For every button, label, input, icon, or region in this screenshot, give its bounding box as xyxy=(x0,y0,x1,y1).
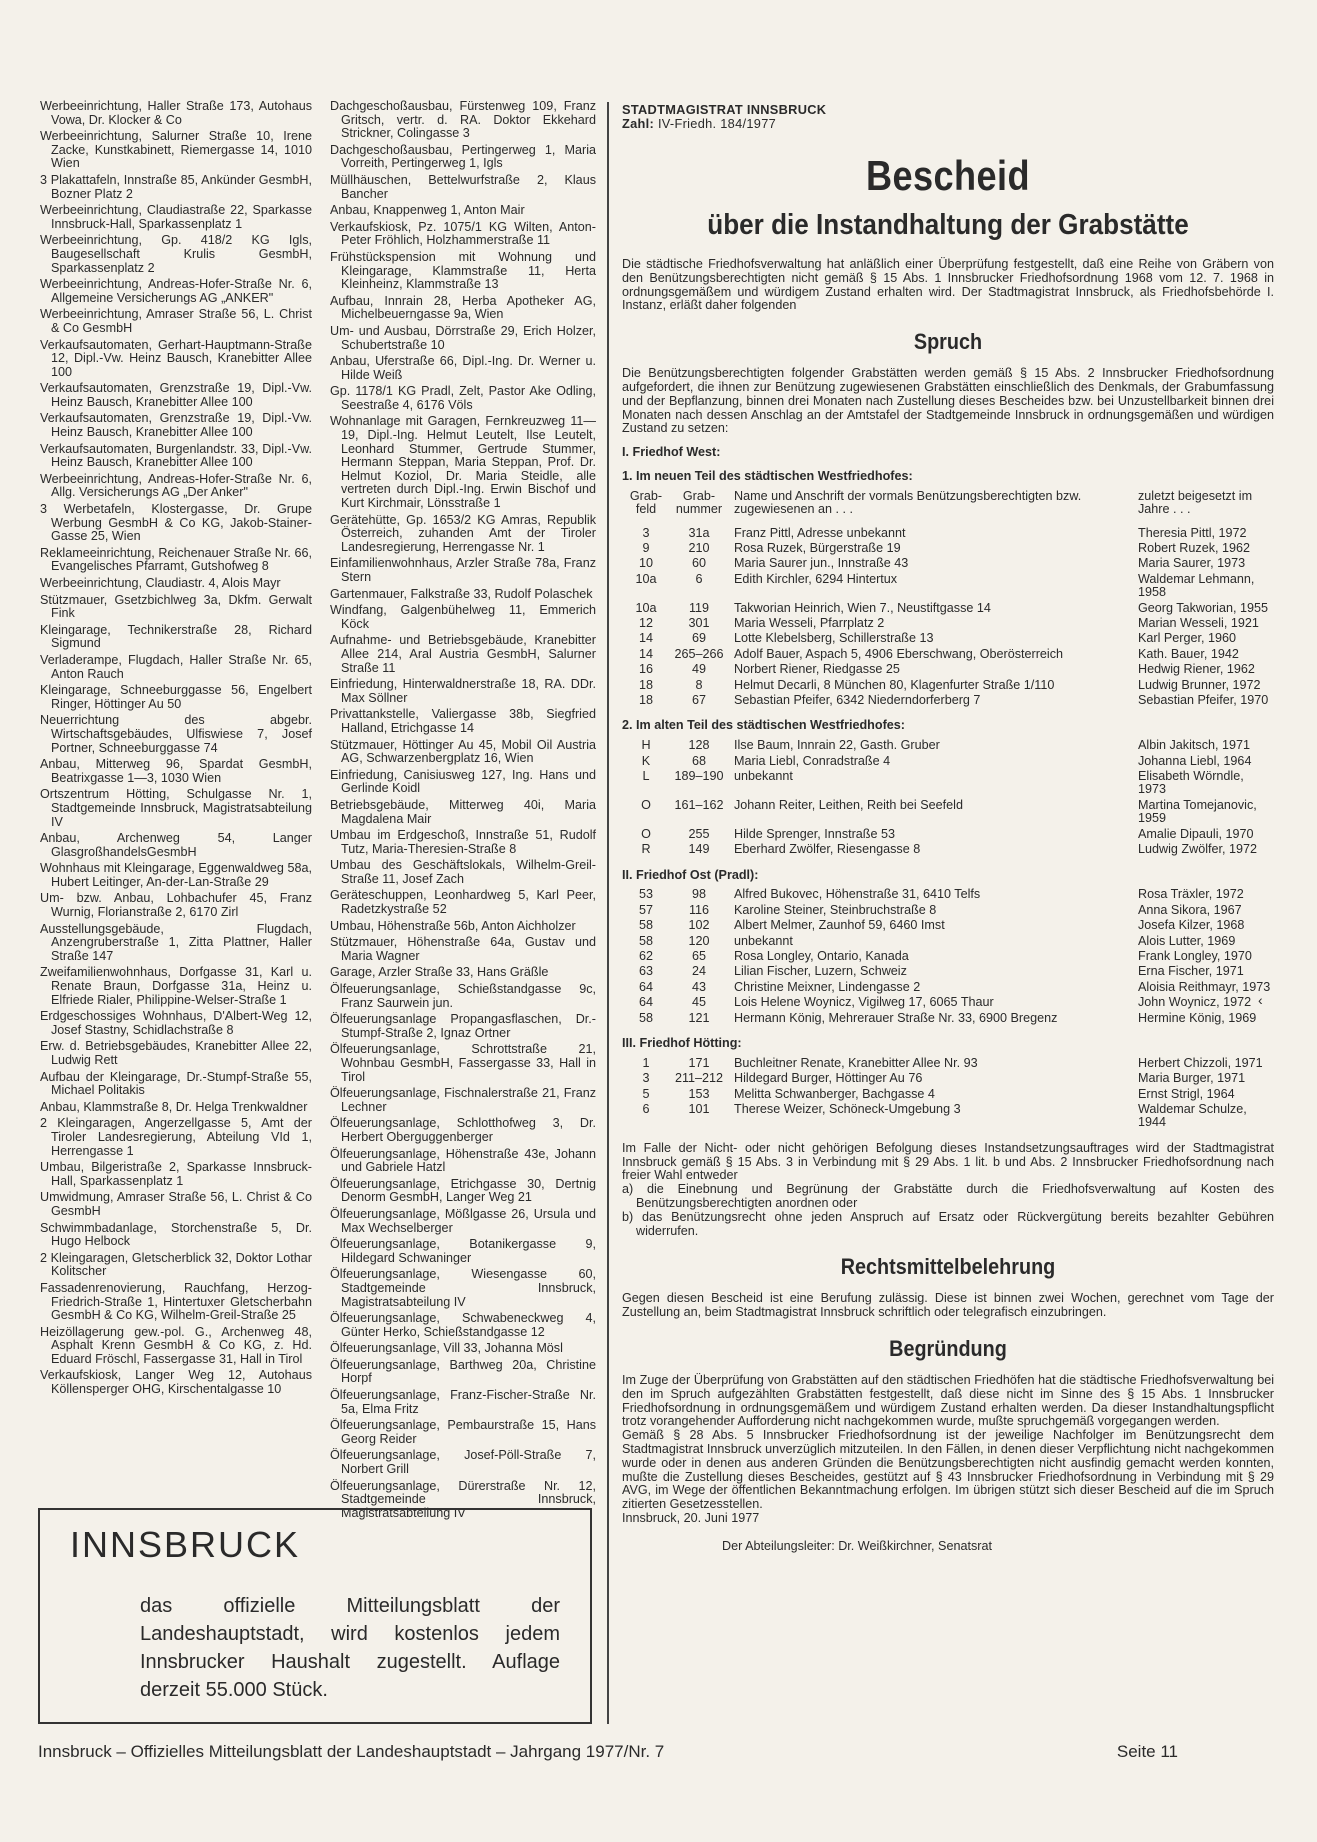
grave-field: 5 xyxy=(642,1086,650,1101)
permit-entry: Müllhäuschen, Bettelwurfstraße 2, Klaus Bancher xyxy=(330,172,596,201)
permit-entry: Ölfeuerungsanlage, Mößlgasse 26, Ursula und Max Wechselberger xyxy=(330,1206,596,1235)
holder-address: Therese Weizer, Schöneck-Umgebung 3 xyxy=(734,1101,961,1116)
permit-entry: Gerätehütte, Gp. 1653/2 KG Amras, Republik Österreich, zuhanden Amt der Tiroler Landesregierung, Herrengasse Nr. 1 xyxy=(330,512,596,554)
consequence-paragraph: Im Falle der Nicht- oder nicht gehörigen Befolgung dieses Instandsetzungsauftrages wird der Stadtmagistrat Innsbruck gemäß § 15 Abs. 3 in Verbindung mit § 29 Abs. 1 lit. b und Abs. 2 Innsbrucker Friedhofsordnung nach freier Wahl entweder xyxy=(622,1140,1274,1183)
holder-address: Rosa Ruzek, Bürgerstraße 19 xyxy=(734,540,901,555)
rechtsmittel-heading: Rechtsmittelbelehrung xyxy=(840,1254,1056,1280)
table-row xyxy=(622,694,1274,709)
permit-entry: Werbeeinrichtung, Claudiastraße 22, Sparkasse Innsbruck-Hall, Sparkassenplatz 1 xyxy=(40,203,312,231)
grave-number: 69 xyxy=(691,631,706,646)
permit-entry: Ölfeuerungsanlage, Etrichgasse 30, Dertnig Denorm GesmbH, Langer Weg 21 xyxy=(330,1176,596,1205)
permit-entry: Ölfeuerungsanlage, Schießstandgasse 9c, Franz Saurwein jun. xyxy=(330,982,596,1010)
permit-entry: Stützmauer, Höttinger Au 45, Mobil Oil Austria AG, Schwarzenbergplatz 16, Wien xyxy=(330,737,596,766)
west-heading: I. Friedhof West: xyxy=(622,445,721,460)
grave-field: 14 xyxy=(638,631,653,646)
permit-entry: Umwidmung, Amraser Straße 56, L. Christ & Co GesmbH xyxy=(40,1190,312,1218)
permit-entry: Gartenmauer, Falkstraße 33, Rudolf Polaschek xyxy=(330,586,593,601)
table-row xyxy=(622,739,1274,754)
signature-line: Der Abteilungsleiter: Dr. Weißkirchner, Senatsrat xyxy=(722,1538,992,1553)
holder-address: Hermann König, Mehrerauer Straße Nr. 33, 6900 Bregenz xyxy=(734,1010,1058,1025)
last-buried: Georg Takworian, 1955 xyxy=(1138,600,1268,615)
west-old-table xyxy=(622,739,1274,858)
last-buried: Waldemar Lehmann, 1958 xyxy=(1138,571,1255,600)
holder-address: Melitta Schwanberger, Bachgasse 4 xyxy=(734,1086,935,1101)
grave-number: 211–212 xyxy=(674,1071,724,1086)
permit-entry: Anbau, Knappenweg 1, Anton Mair xyxy=(330,203,525,218)
permit-list-column-1 xyxy=(40,100,312,1400)
holder-address: Maria Wesseli, Pfarrplatz 2 xyxy=(734,616,885,631)
spruch-paragraph: Die Benützungsberechtigten folgender Grabstätten werden gemäß § 15 Abs. 2 Innsbrucker Friedhofsordnung aufgefordert, die ihnen zur Benützung zugewiesenen Grabstätten einschließlich des Denkmals, der Grabumfassung und der Bepflanzung, binnen drei Monaten nach Zustellung dieses Bescheides bzw. bei Unzustellbarkeit binnen drei Monaten nach dessen Anschlag an der Amtstafel der Stadtgemeinde Innsbruck in ordnungsgemäßen und würdigen Zustand zu setzen: xyxy=(622,366,1274,436)
options-list xyxy=(622,1183,1274,1238)
permit-entry: 3 Plakattafeln, Innstraße 85, Ankünder GesmbH, Bozner Platz 2 xyxy=(40,172,312,201)
holder-address: Eberhard Zwölfer, Riesengasse 8 xyxy=(734,842,921,857)
permit-entry: Ölfeuerungsanlage, Wiesengasse 60, Stadtgemeinde Innsbruck, Magistratsabteilung IV xyxy=(330,1267,596,1309)
last-buried: Albin Jakitsch, 1971 xyxy=(1138,738,1251,753)
table-row xyxy=(622,632,1274,647)
holder-address: Alfred Bukovec, Höhenstraße 31, 6410 Telfs xyxy=(734,887,981,902)
grave-field: 10 xyxy=(638,556,653,571)
grave-number: 31a xyxy=(688,525,710,540)
permit-entry: Wohnanlage mit Garagen, Fernkreuzweg 11—19, Dipl.-Ing. Helmut Leutelt, Ilse Leutelt, Leonhard Stummer, Gertrude Stummer, Hermann Steppan, Maria Steppan, Prof. Dr. Helmut Koziol, Dr. Maria Steidle, alle vertreten durch Dipl.-Ing. Erwin Bischof und Kurt Kirchmair, Lönsstraße 1 xyxy=(330,414,596,511)
grave-number: 8 xyxy=(695,677,703,692)
last-buried: Marian Wesseli, 1921 xyxy=(1138,616,1259,631)
grave-number: 153 xyxy=(688,1086,710,1101)
holder-address: Franz Pittl, Adresse unbekannt xyxy=(734,525,906,540)
permit-entry: Gp. 1178/1 KG Pradl, Zelt, Pastor Ake Odling, Seestraße 4, 6176 Völs xyxy=(330,384,596,412)
holder-address: Sebastian Pfeifer, 6342 Niederndorferberg 7 xyxy=(734,693,981,708)
permit-entry: Umbau, Bilgeristraße 2, Sparkasse Innsbruck-Hall, Sparkassenplatz 1 xyxy=(40,1160,312,1188)
table-row xyxy=(622,648,1274,663)
holder-address: unbekannt xyxy=(734,769,793,784)
grave-field: O xyxy=(641,826,651,841)
ost-heading: II. Friedhof Ost (Pradl): xyxy=(622,867,759,882)
column-header: zuletzt beigesetzt im Jahre . . . xyxy=(1138,488,1253,517)
permit-entry: Privattankstelle, Valiergasse 38b, Siegfried Halland, Etrichgasse 14 xyxy=(330,707,596,735)
holder-address: Albert Melmer, Zaunhof 59, 6460 Imst xyxy=(734,918,945,933)
table-row xyxy=(622,1057,1274,1072)
begruendung-heading: Begründung xyxy=(889,1335,1007,1361)
begruendung-paragraph-1: Im Zuge der Überprüfung von Grabstätten auf den städtischen Friedhöfen hat die städtische Friedhofsverwaltung bei den im Spruch aufgezählten Grabstätten festgestellt, daß diese nicht im Sinne des § 15 Abs. 1 Innsbrucker Friedhofsordnung in ordnungsgemäßem und würdigem Zustand erhalten werden. Da dieser Instandhaltungspflicht trotz vorangehender Aufforderung nicht nachgekommen wurde, mußte spruchgemäß vorgegangen werden. xyxy=(622,1372,1274,1429)
permit-list-column-2 xyxy=(330,100,596,1523)
west-old-heading: 2. Im alten Teil des städtischen Westfriedhofes: xyxy=(622,718,905,733)
permit-entry: Reklameeinrichtung, Reichenauer Straße Nr. 66, Evangelisches Pfarramt, Gutshofweg 8 xyxy=(40,545,312,574)
last-buried: Johanna Liebl, 1964 xyxy=(1138,753,1252,768)
table-row xyxy=(622,1072,1274,1087)
grave-field: O xyxy=(641,797,651,812)
grave-field: 18 xyxy=(638,693,653,708)
grave-field: L xyxy=(642,769,650,784)
permit-entry: Ortszentrum Hötting, Schulgasse Nr. 1, Stadtgemeinde Innsbruck, Magistratsabteilung IV xyxy=(40,787,312,829)
last-buried: Waldemar Schulze, 1944 xyxy=(1138,1101,1247,1130)
grave-number: 119 xyxy=(688,600,710,615)
permit-entry: Um- bzw. Anbau, Lohbachufer 45, Franz Wurnig, Florianstraße 2, 6170 Zirl xyxy=(40,891,312,920)
hoetting-heading: III. Friedhof Hötting: xyxy=(622,1035,742,1050)
permit-entry: Dachgeschoßausbau, Fürstenweg 109, Franz Gritsch, vertr. d. RA. Doktor Ekkehard Strickner, Colingasse 3 xyxy=(330,99,596,141)
holder-address: Helmut Decarli, 8 München 80, Klagenfurter Straße 1/110 xyxy=(734,677,1055,692)
holder-address: Lois Helene Woynicz, Vigilweg 17, 6065 Thaur xyxy=(734,995,994,1010)
permit-entry: Einfriedung, Hinterwaldnerstraße 18, RA. DDr. Max Söllner xyxy=(330,677,596,705)
last-buried: Josefa Kilzer, 1968 xyxy=(1138,918,1245,933)
grave-field: 9 xyxy=(642,540,650,555)
spruch-heading: Spruch xyxy=(913,329,983,355)
grave-field: 16 xyxy=(638,662,653,677)
permit-entry: Einfamilienwohnhaus, Arzler Straße 78a, Franz Stern xyxy=(330,556,596,584)
table-row xyxy=(622,542,1274,557)
grave-field: 53 xyxy=(638,887,653,902)
last-buried: Aloisia Reithmayr, 1973 xyxy=(1138,979,1271,994)
table-row xyxy=(622,919,1274,934)
permit-entry: Dachgeschoßausbau, Pertingerweg 1, Maria Vorreith, Pertingerweg 1, Igls xyxy=(330,142,596,171)
grave-field: 58 xyxy=(638,1010,653,1025)
table-row xyxy=(622,602,1274,617)
permit-entry: Werbeeinrichtung, Amraser Straße 56, L. Christ & Co GesmbH xyxy=(40,307,312,335)
permit-entry: Frühstückspension mit Wohnung und Kleingarage, Klammstraße 11, Herta Kleinheinz, Klammstraße 13 xyxy=(330,249,596,292)
permit-entry: Aufbau der Kleingarage, Dr.-Stumpf-Straße 55, Michael Politakis xyxy=(40,1069,312,1098)
permit-entry: Ölfeuerungsanlage, Fischnalerstraße 21, Franz Lechner xyxy=(330,1086,596,1114)
table-row xyxy=(622,770,1274,799)
table-row xyxy=(622,888,1274,903)
grave-field: K xyxy=(641,753,651,768)
column-header: Grab- nummer xyxy=(675,488,723,517)
last-buried: Kath. Bauer, 1942 xyxy=(1138,646,1239,661)
permit-entry: Verkaufskiosk, Langer Weg 12, Autohaus Köllensperger OHG, Kirschentalgasse 10 xyxy=(40,1368,312,1397)
grave-number: 210 xyxy=(688,540,710,555)
holder-address: Ilse Baum, Innrain 22, Gasth. Gruber xyxy=(734,738,940,753)
grave-number: 24 xyxy=(691,964,706,979)
grave-field: 57 xyxy=(638,902,653,917)
grave-field: 10a xyxy=(635,571,657,586)
last-buried: Maria Saurer, 1973 xyxy=(1138,556,1246,571)
holder-address: Takworian Heinrich, Wien 7., Neustiftgasse 14 xyxy=(734,600,991,615)
grave-number: 98 xyxy=(691,887,706,902)
advert-title: INNSBRUCK xyxy=(70,1524,301,1565)
permit-entry: Schwimmbadanlage, Storchenstraße 5, Dr. Hugo Helbock xyxy=(40,1220,312,1249)
option-b: b) das Benützungsrecht ohne jeden Anspruch auf Ersatz oder Rückvergütung bereits bezahlter Gebühren widerrufen. xyxy=(622,1209,1274,1238)
table-row xyxy=(622,1088,1274,1103)
last-buried: Robert Ruzek, 1962 xyxy=(1138,540,1251,555)
grave-number: 255 xyxy=(688,826,710,841)
ost-table xyxy=(622,888,1274,1027)
permit-entry: Erw. d. Betriebsgebäudes, Kranebitter Allee 22, Ludwig Rett xyxy=(40,1039,312,1067)
table-row xyxy=(622,965,1274,980)
permit-entry: Windfang, Galgenbühelweg 11, Emmerich Köck xyxy=(330,603,596,631)
page-number: Seite 11 xyxy=(1116,1742,1178,1761)
table-header-row xyxy=(622,490,1274,527)
grave-field: 6 xyxy=(642,1101,650,1116)
grave-field: R xyxy=(641,842,651,857)
grave-number: 45 xyxy=(691,995,706,1010)
holder-address: Johann Reiter, Leithen, Reith bei Seefeld xyxy=(734,797,963,812)
last-buried: Ernst Strigl, 1964 xyxy=(1138,1086,1235,1101)
permit-entry: Heizöllagerung gew.-pol. G., Archenweg 48, Asphalt Krenn GesmbH & Co KG, z. Hd. Eduard Fröschl, Fassergasse 31, Hall in Tirol xyxy=(40,1324,312,1366)
grave-field: 14 xyxy=(638,646,653,661)
place-date: Innsbruck, 20. Juni 1977 xyxy=(622,1510,760,1525)
grave-number: 6 xyxy=(695,571,703,586)
grave-field: H xyxy=(641,738,651,753)
permit-entry: Stützmauer, Höhenstraße 64a, Gustav und Maria Wagner xyxy=(330,935,596,963)
table-row xyxy=(622,1012,1274,1027)
issuer: STADTMAGISTRAT INNSBRUCK xyxy=(622,102,827,117)
permit-entry: Werbeeinrichtung, Andreas-Hofer-Straße Nr. 6, Allgemeine Versicherungs AG „ANKER" xyxy=(40,277,312,305)
bescheid-notice xyxy=(622,103,1274,1554)
innsbruck-advert-box xyxy=(38,1508,592,1724)
permit-entry: Ölfeuerungsanlage, Höhenstraße 43e, Johann und Gabriele Hatzl xyxy=(330,1146,596,1175)
last-buried: Ludwig Brunner, 1972 xyxy=(1138,677,1261,692)
permit-entry: Fassadenrenovierung, Rauchfang, Herzog-Friedrich-Straße 1, Hintertuxer Gletscherbahn GesmbH & Co KG, Wilhelm-Greil-Straße 25 xyxy=(40,1280,312,1323)
grave-field: 10a xyxy=(635,600,657,615)
footer-publication: Innsbruck – Offizielles Mitteilungsblatt der Landeshauptstadt – Jahrgang 1977/Nr. 7 xyxy=(38,1742,665,1761)
grave-number: 116 xyxy=(688,902,710,917)
permit-entry: Umbau, Höhenstraße 56b, Anton Aichholzer xyxy=(330,918,576,933)
permit-entry: Ölfeuerungsanlage, Schlotthofweg 3, Dr. Herbert Oberguggenberger xyxy=(330,1116,596,1144)
west-new-heading: 1. Im neuen Teil des städtischen Westfriedhofes: xyxy=(622,468,913,483)
grave-number: 265–266 xyxy=(674,646,724,661)
permit-entry: Ölfeuerungsanlage, Vill 33, Johanna Mösl xyxy=(330,1341,563,1356)
holder-address: Buchleitner Renate, Kranebitter Allee Nr. 93 xyxy=(734,1055,978,1070)
permit-entry: Umbau im Erdgeschoß, Innstraße 51, Rudolf Tutz, Maria-Theresien-Straße 8 xyxy=(330,828,596,856)
permit-entry: Verkaufskiosk, Pz. 1075/1 KG Wilten, Anton-Peter Fröhlich, Holzhammerstraße 11 xyxy=(330,219,596,248)
grave-number: 120 xyxy=(688,933,710,948)
permit-entry: Kleingarage, Technikerstraße 28, Richard Sigmund xyxy=(40,622,312,651)
last-buried: Ludwig Zwölfer, 1972 xyxy=(1138,842,1258,857)
permit-entry: Garage, Arzler Straße 33, Hans Gräßle xyxy=(330,965,549,980)
permit-entry: Ölfeuerungsanlage, Franz-Fischer-Straße Nr. 5a, Elma Fritz xyxy=(330,1388,596,1416)
rechtsmittel-paragraph: Gegen diesen Bescheid ist eine Berufung zulässig. Diese ist binnen zwei Wochen, gerechnet vom Tage der Zustellung an, beim Stadtmagistrat Innsbruck schriftlich oder telegrafisch einzubringen. xyxy=(622,1291,1274,1320)
grave-field: 18 xyxy=(638,677,653,692)
grave-field: 12 xyxy=(638,616,653,631)
permit-entry: Erdgeschossiges Wohnhaus, D'Albert-Weg 12, Josef Stastny, Schidlachstraße 8 xyxy=(40,1009,312,1037)
permit-entry: Ölfeuerungsanlage, Dürerstraße Nr. 12, Stadtgemeinde Innsbruck, Magistratsabteilung IV xyxy=(330,1478,596,1520)
last-buried: Anna Sikora, 1967 xyxy=(1138,902,1242,917)
table-row xyxy=(622,981,1274,996)
grave-number: 101 xyxy=(688,1101,710,1116)
grave-number: 128 xyxy=(688,738,710,753)
permit-entry: Geräteschuppen, Leonhardweg 5, Karl Peer, Radetzkystraße 52 xyxy=(330,888,596,917)
holder-address: Christine Meixner, Lindengasse 2 xyxy=(734,979,921,994)
table-row xyxy=(622,617,1274,632)
permit-entry: Verkaufsautomaten, Burgenlandstr. 33, Dipl.-Vw. Heinz Bausch, Kranebitter Allee 100 xyxy=(40,441,312,470)
permit-entry: Werbeeinrichtung, Gp. 418/2 KG Igls, Baugesellschaft Krulis GesmbH, Sparkassenplatz 2 xyxy=(40,233,312,275)
grave-field: 1 xyxy=(642,1055,650,1070)
last-buried: Karl Perger, 1960 xyxy=(1138,631,1237,646)
permit-entry: Aufnahme- und Betriebsgebäude, Kranebitter Allee 214, Aral Austria GesmbH, Salurner Straße 11 xyxy=(330,633,596,675)
last-buried: Erna Fischer, 1971 xyxy=(1138,964,1244,979)
permit-entry: Ölfeuerungsanlage, Botanikergasse 9, Hildegard Schwaninger xyxy=(330,1237,596,1265)
holder-address: Hildegard Burger, Höttinger Au 76 xyxy=(734,1071,923,1086)
permit-entry: Aufbau, Innrain 28, Herba Apotheker AG, Michelbeuerngasse 9a, Wien xyxy=(330,293,596,322)
table-row xyxy=(622,557,1274,572)
permit-entry: Betriebsgebäude, Mitterweg 40i, Maria Magdalena Mair xyxy=(330,797,596,826)
permit-entry: Werbeeinrichtung, Andreas-Hofer-Straße Nr. 6, Allg. Versicherungs AG „Der Anker" xyxy=(40,471,312,500)
holder-address: Karoline Steiner, Steinbruchstraße 8 xyxy=(734,902,937,917)
holder-address: Maria Saurer jun., Innstraße 43 xyxy=(734,556,909,571)
permit-entry: Ölfeuerungsanlage, Schwabeneckweg 4, Günter Herko, Schießstandgasse 12 xyxy=(330,1311,596,1339)
holder-address: Lilian Fischer, Luzern, Schweiz xyxy=(734,964,907,979)
advert-text: das offizielle Mitteilungsblatt der Landeshauptstadt, wird kostenlos jedem Innsbrucker Haushalt zugestellt. Auflage derzeit 55.000 Stück. xyxy=(140,1595,560,1701)
grave-field: 58 xyxy=(638,933,653,948)
last-buried: Sebastian Pfeifer, 1970 xyxy=(1138,693,1269,708)
grave-number: 67 xyxy=(691,693,706,708)
grave-number: 68 xyxy=(691,753,706,768)
column-divider xyxy=(607,102,609,1724)
holder-address: unbekannt xyxy=(734,933,793,948)
grave-number: 43 xyxy=(691,979,706,994)
table-row xyxy=(622,527,1274,542)
permit-entry: Verladerampe, Flugdach, Haller Straße Nr. 65, Anton Rauch xyxy=(40,652,312,681)
permit-entry: Neuerrichtung des abgebr. Wirtschaftsgebäudes, Ulfiswiese 7, Josef Portner, Schneeburggasse 74 xyxy=(40,713,312,755)
last-buried: Martina Tomejanovic, 1959 xyxy=(1138,797,1257,826)
grave-field: 3 xyxy=(642,1071,650,1086)
permit-entry: Werbeeinrichtung, Haller Straße 173, Autohaus Vowa, Dr. Klocker & Co xyxy=(40,99,312,127)
last-buried: John Woynicz, 1972 xyxy=(1138,995,1252,1010)
table-row xyxy=(622,573,1274,602)
grave-field: 64 xyxy=(638,979,653,994)
permit-entry: Ölfeuerungsanlage, Josef-Pöll-Straße 7, Norbert Grill xyxy=(330,1448,596,1477)
permit-entry: Ölfeuerungsanlage Propangasflaschen, Dr.-Stumpf-Straße 2, Ignaz Ortner xyxy=(330,1012,596,1040)
grave-number: 60 xyxy=(691,556,706,571)
permit-entry: Zweifamilienwohnhaus, Dorfgasse 31, Karl u. Renate Braun, Dorfgasse 31a, Heinz u. Elfriede Rialer, Philippine-Welser-Straße 1 xyxy=(40,965,312,1007)
grave-field: 3 xyxy=(642,525,650,540)
table-row xyxy=(622,1103,1274,1132)
begruendung-paragraph-2: Gemäß § 28 Abs. 5 Innsbrucker Friedhofsordnung ist der jeweilige Nachfolger im Benützungsrecht dem Stadtmagistrat Innsbruck unverzüglich mitzuteilen. In den Fällen, in denen dieser Verpflichtung nicht nachgekommen wurde oder in denen aus anderen Gründen die Benützungsberechtigten nicht ausfindig gemacht werden konnten, mußte die Zustellung dieses Bescheides, gestützt auf § 43 Innsbrucker Friedhofsordnung in Verbindung mit § 29 AVG, im Wege der öffentlichen Bekanntmachung erfolgen. Im übrigen stützt sich dieser Bescheid auf die im Spruch zitierten Gesetzesstellen. xyxy=(622,1428,1274,1512)
holder-address: Adolf Bauer, Aspach 5, 4906 Eberschwang, Oberösterreich xyxy=(734,646,1064,661)
permit-entry: Anbau, Mitterweg 96, Spardat GesmbH, Beatrixgasse 1—3, 1030 Wien xyxy=(40,757,312,785)
permit-entry: Ölfeuerungsanlage, Barthweg 20a, Christine Horpf xyxy=(330,1357,596,1386)
permit-entry: Kleingarage, Schneeburggasse 56, Engelbert Ringer, Höttinger Au 50 xyxy=(40,683,312,711)
holder-address: Rosa Longley, Ontario, Kanada xyxy=(734,948,909,963)
intro-paragraph: Die städtische Friedhofsverwaltung hat anläßlich einer Überprüfung festgestellt, daß eine Reihe von Gräbern von den Benützungsberechtigten nicht gemäß § 15 Abs. 1 Innsbrucker Friedhofsordnung 1968 vom 12. 7. 1968 in ordnungsgemäßem und würdigem Zustand erhalten wird. Der Stadtmagistrat Innsbruck, als Friedhofsbehörde I. Instanz, erläßt daher folgenden xyxy=(622,257,1274,313)
permit-entry: Verkaufsautomaten, Grenzstraße 19, Dipl.-Vw. Heinz Bausch, Kranebitter Allee 100 xyxy=(40,411,312,440)
west-new-table xyxy=(622,490,1274,710)
grave-field: 58 xyxy=(638,918,653,933)
scan-mark-icon: ‹ xyxy=(1258,992,1263,1008)
table-row xyxy=(622,996,1274,1011)
notice-subtitle: über die Instandhaltung der Grabstätte xyxy=(707,209,1189,241)
table-row xyxy=(622,679,1274,694)
table-row xyxy=(622,935,1274,950)
table-row xyxy=(622,843,1274,858)
permit-entry: Umbau des Geschäftslokals, Wilhelm-Greil-Straße 11, Josef Zach xyxy=(330,858,596,886)
last-buried: Frank Longley, 1970 xyxy=(1138,948,1252,963)
hoetting-table xyxy=(622,1057,1274,1132)
grave-field: 62 xyxy=(638,948,653,963)
grave-number: 149 xyxy=(688,842,710,857)
permit-entry: Ölfeuerungsanlage, Schrottstraße 21, Wohnbau GesmbH, Fassergasse 33, Hall in Tirol xyxy=(330,1042,596,1084)
table-row xyxy=(622,950,1274,965)
table-row xyxy=(622,755,1274,770)
grave-field: 63 xyxy=(638,964,653,979)
permit-entry: 2 Kleingaragen, Gletscherblick 32, Doktor Lothar Kolitscher xyxy=(40,1250,312,1279)
permit-entry: Um- und Ausbau, Dörrstraße 29, Erich Holzer, Schubertstraße 10 xyxy=(330,323,596,352)
grave-number: 161–162 xyxy=(674,797,724,812)
grave-number: 49 xyxy=(691,662,706,677)
last-buried: Elisabeth Wörndle, 1973 xyxy=(1138,769,1244,797)
permit-entry: Anbau, Archenweg 54, Langer GlasgroßhandelsGesmbH xyxy=(40,831,312,859)
last-buried: Herbert Chizzoli, 1971 xyxy=(1138,1055,1263,1070)
reference-number: Zahl: IV-Friedh. 184/1977 xyxy=(622,116,777,131)
holder-address: Edith Kirchler, 6294 Hintertux xyxy=(734,571,898,586)
permit-entry: Wohnhaus mit Kleingarage, Eggenwaldweg 58a, Hubert Leitinger, An-der-Lan-Straße 29 xyxy=(40,861,312,889)
permit-entry: Einfriedung, Canisiusweg 127, Ing. Hans und Gerlinde Koidl xyxy=(330,767,596,796)
last-buried: Hermine König, 1969 xyxy=(1138,1010,1257,1025)
grave-number: 102 xyxy=(688,918,710,933)
permit-entry: Werbeeinrichtung, Claudiastr. 4, Alois Mayr xyxy=(40,576,281,590)
table-row xyxy=(622,904,1274,919)
grave-field: 64 xyxy=(638,995,653,1010)
column-header: Name und Anschrift der vormals Benützungsberechtigten bzw. zugewiesenen an . . . xyxy=(734,488,1082,517)
holder-address: Maria Liebl, Conradstraße 4 xyxy=(734,753,891,768)
last-buried: Rosa Träxler, 1972 xyxy=(1138,887,1244,902)
permit-entry: Anbau, Klammstraße 8, Dr. Helga Trenkwaldner xyxy=(40,1099,308,1114)
grave-number: 171 xyxy=(688,1055,710,1070)
grave-number: 65 xyxy=(691,948,706,963)
permit-entry: Werbeeinrichtung, Salurner Straße 10, Irene Zacke, Kunstkabinett, Riemergasse 14, 1010 Wien xyxy=(40,129,312,171)
notice-title: Bescheid xyxy=(865,152,1031,199)
last-buried: Hedwig Riener, 1962 xyxy=(1138,662,1255,677)
grave-number: 301 xyxy=(688,616,710,631)
holder-address: Hilde Sprenger, Innstraße 53 xyxy=(734,826,896,841)
permit-entry: Verkaufsautomaten, Grenzstraße 19, Dipl.-Vw. Heinz Bausch, Kranebitter Allee 100 xyxy=(40,381,312,409)
last-buried: Maria Burger, 1971 xyxy=(1138,1071,1246,1086)
permit-entry: Stützmauer, Gsetzbichlweg 3a, Dkfm. Gerwalt Fink xyxy=(40,592,312,621)
permit-entry: Verkaufsautomaten, Gerhart-Hauptmann-Straße 12, Dipl.-Vw. Heinz Bausch, Kranebitter Allee 100 xyxy=(40,337,312,379)
last-buried: Theresia Pittl, 1972 xyxy=(1138,525,1247,540)
table-row xyxy=(622,799,1274,828)
last-buried: Alois Lutter, 1969 xyxy=(1138,933,1236,948)
option-a: a) die Einebnung und Begrünung der Grabstätte durch die Friedhofsverwaltung auf Kosten des Benützungsberechtigten anordnen oder xyxy=(622,1182,1274,1210)
holder-address: Lotte Klebelsberg, Schillerstraße 13 xyxy=(734,631,934,646)
permit-entry: Ausstellungsgebäude, Flugdach, Anzengruberstraße 1, Zitta Plattner, Haller Straße 147 xyxy=(40,921,312,963)
grave-number: 189–190 xyxy=(674,769,724,784)
table-row xyxy=(622,828,1274,843)
table-row xyxy=(622,663,1274,678)
last-buried: Amalie Dipauli, 1970 xyxy=(1138,826,1254,841)
permit-entry: Ölfeuerungsanlage, Pembaurstraße 15, Hans Georg Reider xyxy=(330,1418,596,1446)
holder-address: Norbert Riener, Riedgasse 25 xyxy=(734,662,900,677)
permit-entry: 3 Werbetafeln, Klostergasse, Dr. Grupe Werbung GesmbH & Co KG, Jakob-Stainer-Gasse 25, Wien xyxy=(40,502,312,544)
permit-entry: Anbau, Uferstraße 66, Dipl.-Ing. Dr. Werner u. Hilde Weiß xyxy=(330,354,596,382)
permit-entry: 2 Kleingaragen, Angerzellgasse 5, Amt der Tiroler Landesregierung, Abteilung VId 1, Herrengasse 1 xyxy=(40,1116,312,1158)
grave-number: 121 xyxy=(688,1010,710,1025)
column-header: Grab- feld xyxy=(629,488,663,517)
